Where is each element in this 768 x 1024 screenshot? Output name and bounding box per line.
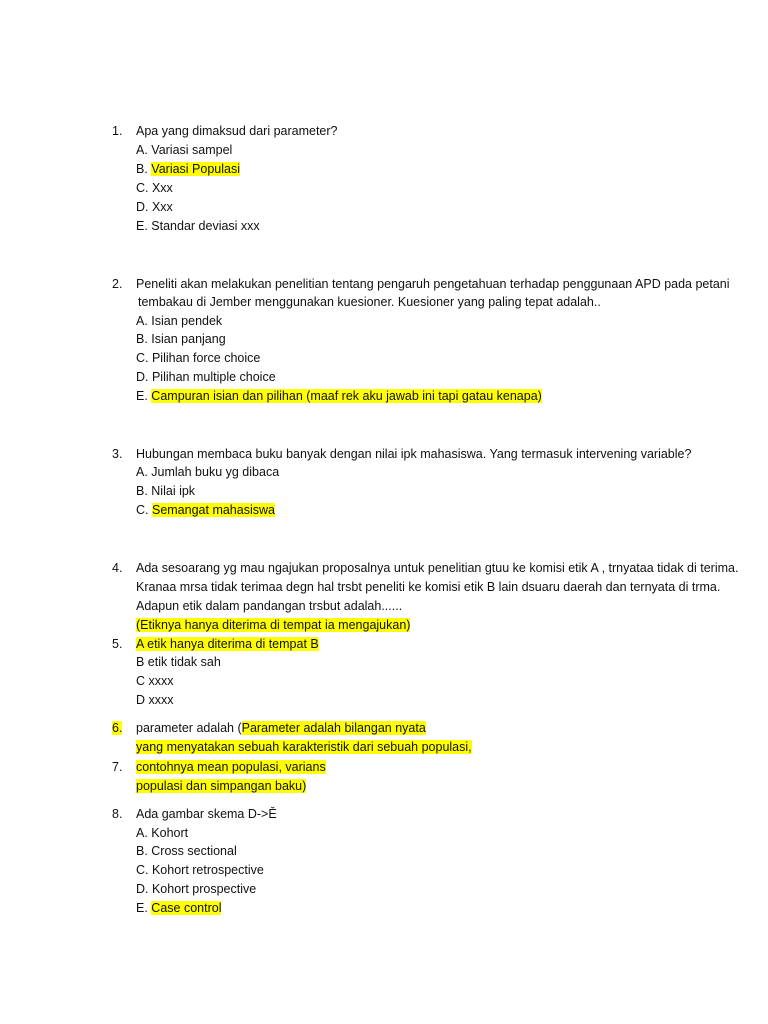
- highlighted-answer: Semangat mahasiswa: [151, 503, 275, 517]
- option-e: E. Standar deviasi xxx: [136, 219, 260, 233]
- option-prefix: E.: [136, 901, 152, 915]
- answer-text: (Etiknya hanya diterima di tempat ia mengajukan): [136, 618, 411, 632]
- option-prefix: B.: [136, 162, 152, 176]
- question-number: 2.: [112, 277, 123, 291]
- option-a: A. Kohort: [136, 826, 189, 840]
- answer-text: populasi dan simpangan baku): [136, 779, 307, 793]
- option-b: B etik tidak sah: [136, 655, 221, 669]
- option-b: B. Isian panjang: [136, 332, 226, 346]
- option-c: C xxxx: [136, 674, 174, 688]
- highlighted-answer: [136, 616, 410, 634]
- question-number: 1.: [112, 124, 123, 138]
- option-d: D. Kohort prospective: [136, 882, 257, 896]
- option-e: [136, 387, 542, 405]
- question-text: Apa yang dimaksud dari parameter?: [136, 124, 338, 138]
- question-number-text: 6.: [112, 721, 123, 735]
- option-d: D. Xxx: [136, 200, 173, 214]
- answer-continued: [136, 738, 472, 756]
- question-text: Ada gambar skema D->Ě: [136, 807, 277, 821]
- option-a: A. Isian pendek: [136, 314, 223, 328]
- answer-continued: [136, 777, 306, 795]
- question-number: 3.: [112, 447, 123, 461]
- question-number: 5.: [112, 637, 123, 651]
- option-c: C. Kohort retrospective: [136, 863, 264, 877]
- highlighted-answer: Parameter adalah bilangan nyata: [241, 721, 426, 735]
- question-text-continued: Kranaa mrsa tidak terimaa degn hal trsbt peneliti ke komisi etik B lain dsuaru daerah dan ternyata di trma.: [136, 580, 721, 594]
- option-b: B. Cross sectional: [136, 844, 237, 858]
- answer-text: contohnya mean populasi, varians: [136, 760, 326, 774]
- option-d: D. Pilihan multiple choice: [136, 370, 276, 384]
- answer-text: yang menyatakan sebuah karakteristik dari sebuah populasi,: [136, 740, 472, 754]
- option-e: [136, 899, 221, 917]
- question-number: 7.: [112, 760, 123, 774]
- option-c: C. Pilihan force choice: [136, 351, 261, 365]
- option-prefix: C.: [136, 503, 152, 517]
- option-a: [136, 635, 319, 653]
- option-prefix: E.: [136, 389, 152, 403]
- question-number: [112, 719, 122, 737]
- option-c: C. Xxx: [136, 181, 173, 195]
- question-text-continued: Adapun etik dalam pandangan trsbut adalah......: [136, 599, 403, 613]
- question-prefix: parameter adalah (: [136, 721, 242, 735]
- question-text: Peneliti akan melakukan penelitian tentang pengaruh pengetahuan terhadap penggunaan APD pada petani: [136, 277, 730, 291]
- option-a: A. Jumlah buku yg dibaca: [136, 465, 280, 479]
- question-text: [136, 719, 426, 737]
- question-text: Ada sesoarang yg mau ngajukan proposalnya untuk penelitian gtuu ke komisi etik A , trnyataa tidak di terima.: [136, 561, 739, 575]
- question-number: 8.: [112, 807, 123, 821]
- question-text-continued: tembakau di Jember menggunakan kuesioner. Kuesioner yang paling tepat adalah..: [138, 295, 601, 309]
- highlighted-answer: A etik hanya diterima di tempat B: [136, 637, 319, 651]
- option-b: [136, 160, 240, 178]
- option-a: A. Variasi sampel: [136, 143, 233, 157]
- question-number: 4.: [112, 561, 123, 575]
- option-b: B. Nilai ipk: [136, 484, 196, 498]
- answer-continued: [136, 758, 326, 776]
- highlighted-answer: Variasi Populasi: [151, 162, 240, 176]
- option-d: D xxxx: [136, 693, 174, 707]
- highlighted-answer: Campuran isian dan pilihan (maaf rek aku jawab ini tapi gatau kenapa): [151, 389, 542, 403]
- question-text: Hubungan membaca buku banyak dengan nilai ipk mahasiswa. Yang termasuk intervening variable?: [136, 447, 692, 461]
- highlighted-answer: Case control: [151, 901, 222, 915]
- option-c: [136, 501, 275, 519]
